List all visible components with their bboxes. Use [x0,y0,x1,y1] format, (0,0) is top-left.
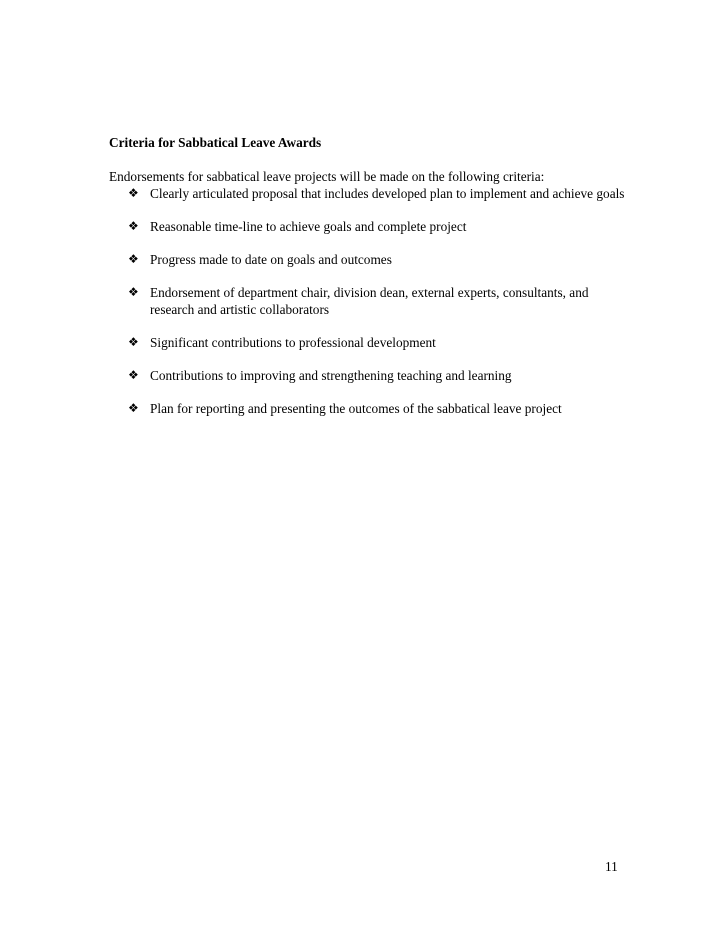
criteria-text: Clearly articulated proposal that includes developed plan to implement and achieve goals [150,186,625,201]
diamond-cluster-icon: ❖ [128,219,139,233]
diamond-cluster-icon: ❖ [128,186,139,200]
criteria-text: Significant contributions to professional development [150,335,436,350]
diamond-cluster-icon: ❖ [128,368,139,382]
list-item [128,218,628,235]
list-item [128,185,628,202]
diamond-cluster-icon: ❖ [128,401,139,415]
page-number: 11 [605,859,618,874]
list-item [128,334,628,351]
diamond-cluster-icon: ❖ [128,285,139,299]
diamond-cluster-icon: ❖ [128,335,139,349]
diamond-cluster-icon: ❖ [128,252,139,266]
criteria-text: Reasonable time-line to achieve goals and complete project [150,219,467,234]
criteria-text: Endorsement of department chair, division dean, external experts, consultants, and research and artistic collaborators [150,285,589,317]
list-item [128,251,628,268]
criteria-text: Contributions to improving and strengthening teaching and learning [150,368,512,383]
criteria-list [128,185,628,433]
list-item [128,367,628,384]
criteria-text: Progress made to date on goals and outcomes [150,252,392,267]
section-title: Criteria for Sabbatical Leave Awards [109,135,322,150]
list-item [128,284,628,318]
criteria-text: Plan for reporting and presenting the outcomes of the sabbatical leave project [150,401,562,416]
list-item [128,400,628,417]
intro-paragraph: Endorsements for sabbatical leave projects will be made on the following criteria: [109,169,545,184]
